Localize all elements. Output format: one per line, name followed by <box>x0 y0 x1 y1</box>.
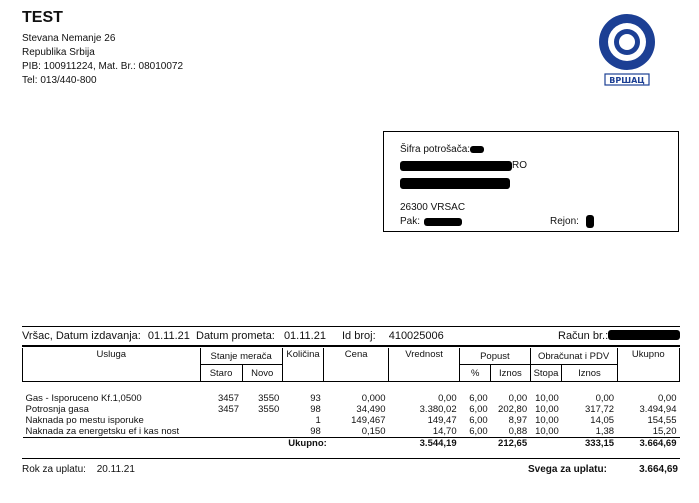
company-phone: Tel: 013/440-800 <box>22 75 97 86</box>
issue-date-label: Vršac, Datum izdavanja: <box>22 330 141 342</box>
redaction <box>424 218 462 226</box>
table-row <box>23 426 680 438</box>
customer-id-label: Šifra potrošača: <box>400 144 471 155</box>
cell-pdv: 0,00 <box>595 393 615 404</box>
table-row <box>23 404 680 415</box>
cell-vrednost: 149,47 <box>427 415 457 426</box>
top-rule <box>22 326 680 327</box>
redaction <box>400 178 510 189</box>
id-number: 410025006 <box>388 330 444 342</box>
cell-usluga: Potrosnja gasa <box>25 404 89 415</box>
cell-cena: 0,000 <box>361 393 386 404</box>
cell-cena: 149,467 <box>351 415 386 426</box>
company-logo <box>597 12 657 86</box>
total-pdv: 333,15 <box>585 438 615 449</box>
col-stanje: Stanje merača <box>200 348 282 365</box>
invoice-header <box>22 330 190 342</box>
redaction <box>400 161 512 171</box>
customer-name-fragment: RO <box>512 160 527 171</box>
cell-kolicina: 1 <box>315 415 321 426</box>
customer-postal: 26300 VRSAC <box>400 202 466 213</box>
company-pib: PIB: 100911224, Mat. Br.: 08010072 <box>22 61 184 72</box>
items-table <box>22 348 680 449</box>
col-cena: Cena <box>324 348 389 382</box>
cell-cena: 34,490 <box>356 404 386 415</box>
cell-staro <box>200 426 242 438</box>
customer-box <box>383 131 679 232</box>
col-ukupno: Ukupno <box>617 348 679 382</box>
company-address: Stevana Nemanje 26 <box>22 33 116 44</box>
cell-usluga: Naknada za energetsku ef i kas nost <box>25 426 180 437</box>
cell-kolicina: 93 <box>310 393 321 404</box>
cell-stopa: 10,00 <box>535 415 559 426</box>
totals-row <box>23 438 680 450</box>
rok-label: Rok za uplatu: <box>22 464 86 475</box>
cell-kolicina: 98 <box>310 426 321 437</box>
cell-usluga: Naknada po mestu isporuke <box>25 415 144 426</box>
cell-vrednost: 0,00 <box>438 393 457 404</box>
cell-staro <box>200 415 242 426</box>
cell-stopa: 10,00 <box>535 393 559 404</box>
cell-novo <box>242 426 282 438</box>
cell-popust-pct: 6,00 <box>469 426 488 437</box>
cell-popust-iznos: 0,00 <box>508 393 528 404</box>
logo-city-label: ВРШАЦ <box>609 76 645 85</box>
col-popust: Popust <box>460 348 530 365</box>
id-group <box>342 330 444 342</box>
prometa-date: 01.11.21 <box>283 330 326 342</box>
id-label: Id broj: <box>342 330 376 342</box>
rok-group <box>22 464 135 475</box>
cell-pdv: 317,72 <box>585 404 615 415</box>
rok-date: 20.11.21 <box>96 464 135 475</box>
company-country: Republika Srbija <box>22 47 95 58</box>
issue-date: 01.11.21 <box>147 330 190 342</box>
cell-novo: 3550 <box>258 393 280 404</box>
cell-staro: 3457 <box>217 404 240 415</box>
col-kolicina: Količina <box>282 348 324 382</box>
redaction <box>608 330 680 340</box>
svega-value: 3.664,69 <box>639 464 678 475</box>
cell-popust-pct: 6,00 <box>469 404 488 415</box>
cell-popust-iznos: 0,88 <box>508 426 528 437</box>
cell-cena: 0,150 <box>361 426 386 437</box>
cell-stopa: 10,00 <box>535 426 559 437</box>
cell-novo <box>242 415 282 426</box>
cell-ukupno: 3.494,94 <box>639 404 677 415</box>
cell-usluga: Gas - Isporuceno Kf.1,0500 <box>25 393 142 404</box>
table-row <box>23 393 680 404</box>
col-stopa: Stopa <box>530 365 562 382</box>
cell-kolicina: 98 <box>310 404 321 415</box>
col-usluga: Usluga <box>23 348 201 382</box>
table-row <box>23 415 680 426</box>
col-pdv-iznos: Iznos <box>562 365 617 382</box>
col-staro: Staro <box>200 365 242 382</box>
cell-popust-pct: 6,00 <box>469 415 488 426</box>
prometa-label: Datum prometa: <box>196 330 275 342</box>
col-vrednost: Vrednost <box>388 348 459 382</box>
total-ukupno: 3.664,69 <box>639 438 677 449</box>
header-rule <box>22 345 680 347</box>
col-obracunat: Obračunat i PDV <box>530 348 617 365</box>
col-popust-iznos: Iznos <box>491 365 530 382</box>
total-vrednost: 3.544,19 <box>419 438 457 449</box>
cell-pdv: 1,38 <box>595 426 615 437</box>
company-name: TEST <box>22 9 63 26</box>
prometa-group <box>196 330 326 342</box>
cell-ukupno: 0,00 <box>658 393 677 404</box>
racun-label: Račun br.: <box>558 330 609 342</box>
col-popust-pct: % <box>460 365 491 382</box>
redaction <box>470 146 484 153</box>
cell-ukupno: 15,20 <box>652 426 677 437</box>
cell-pdv: 14,05 <box>590 415 615 426</box>
cell-staro: 3457 <box>217 393 240 404</box>
totals-label: Ukupno: <box>288 438 327 449</box>
footer-rule <box>22 458 680 459</box>
cell-popust-iznos: 202,80 <box>498 404 528 415</box>
cell-stopa: 10,00 <box>535 404 559 415</box>
cell-vrednost: 14,70 <box>432 426 457 437</box>
cell-popust-iznos: 8,97 <box>508 415 528 426</box>
svega-label: Svega za uplatu: <box>528 464 607 475</box>
cell-ukupno: 154,55 <box>647 415 677 426</box>
cell-popust-pct: 6,00 <box>469 393 488 404</box>
col-novo: Novo <box>242 365 282 382</box>
customer-pak-label: Pak: <box>400 216 421 227</box>
cell-novo: 3550 <box>258 404 280 415</box>
customer-rejon-label: Rejon: <box>550 216 579 227</box>
redaction <box>586 215 594 228</box>
cell-vrednost: 3.380,02 <box>419 404 457 415</box>
total-popust: 212,65 <box>498 438 528 449</box>
